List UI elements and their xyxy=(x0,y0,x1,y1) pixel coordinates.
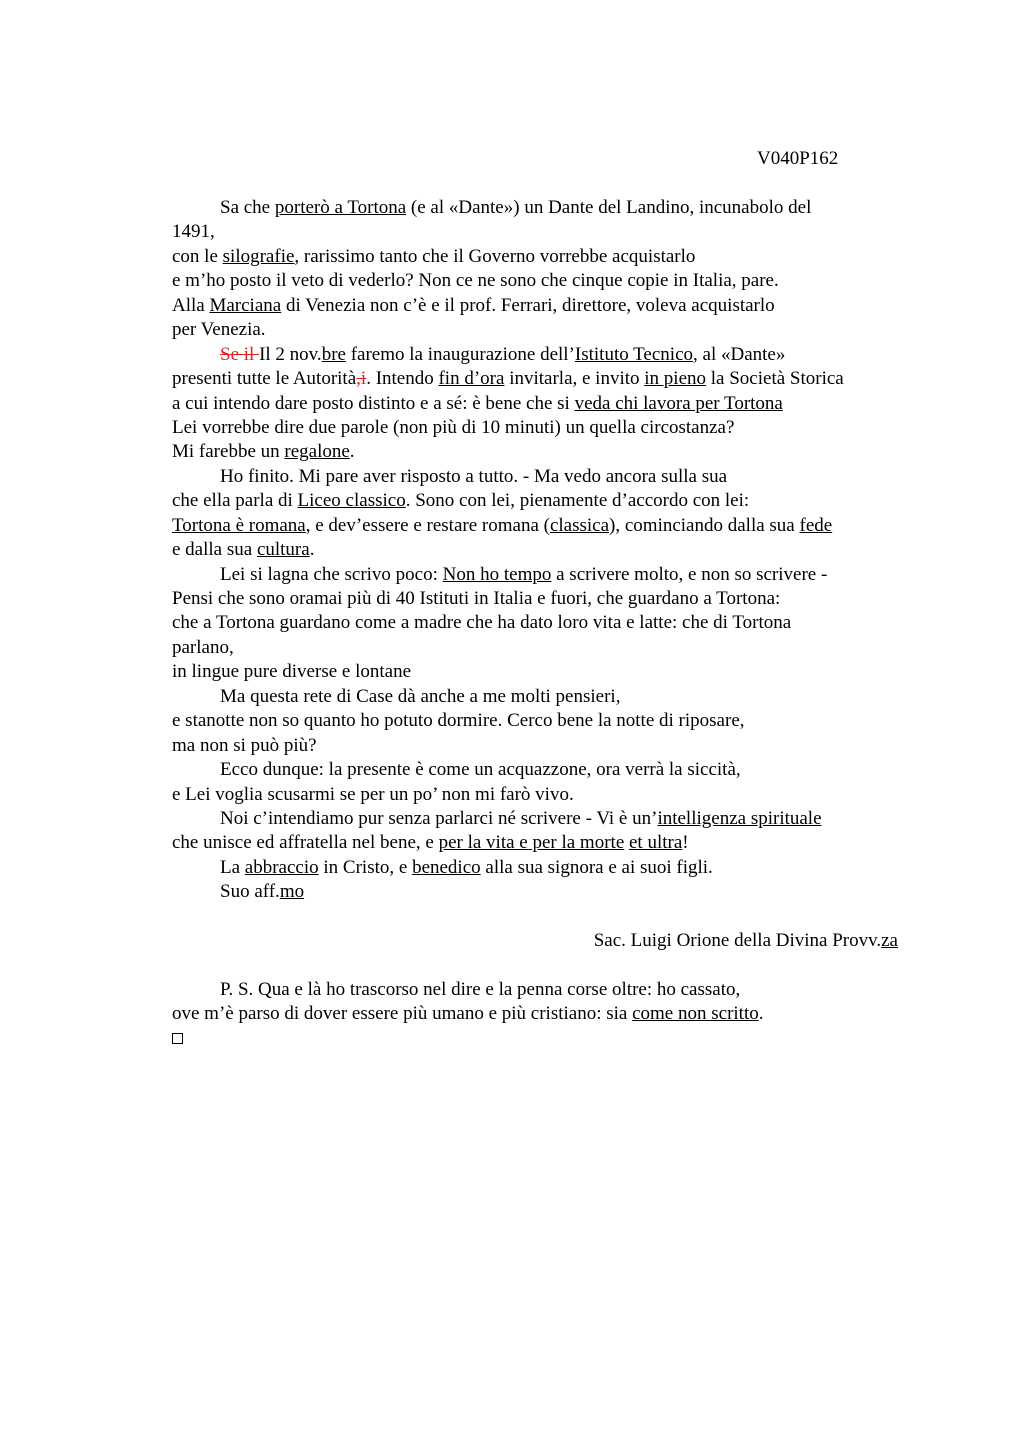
text-line xyxy=(172,636,912,660)
text-segment: (e al «Dante») un Dante del Landino, incunabolo del xyxy=(406,197,812,218)
underlined-text: cultura xyxy=(256,539,310,561)
end-box-icon xyxy=(172,1033,183,1044)
text-line xyxy=(172,196,912,220)
text-segment: Sa che xyxy=(220,197,275,218)
text-segment: Ecco dunque: la presente è come un acquazzone, ora verrà la siccità, xyxy=(220,759,741,781)
underlined-text: Tortona è romana xyxy=(172,514,306,536)
struck-text: ,i xyxy=(356,368,367,390)
text-line xyxy=(172,978,912,1002)
text-segment: Lei vorrebbe dire due parole (non più di 10 minuti) un quella circostanza? xyxy=(172,416,735,438)
text-segment: ove m’è parso di dover essere più umano e più cristiano: sia xyxy=(172,1003,633,1025)
text-line xyxy=(172,465,912,489)
text-segment: . xyxy=(758,1003,764,1025)
underlined-text: za xyxy=(881,930,898,952)
underlined-text: porterò a Tortona xyxy=(274,197,407,218)
text-segment: in lingue pure diverse e lontane xyxy=(172,661,412,683)
text-line xyxy=(172,269,912,293)
text-line xyxy=(172,831,912,855)
text-line xyxy=(172,611,912,635)
text-segment: per Venezia. xyxy=(172,319,266,341)
text-segment: . xyxy=(349,441,355,463)
text-segment: P. S. Qua e là ho trascorso nel dire e la penna corse oltre: ho cassato, xyxy=(220,979,741,1000)
underlined-text: Liceo classico xyxy=(297,490,406,512)
blank-line xyxy=(172,905,912,929)
text-segment: . xyxy=(309,539,315,561)
text-line xyxy=(172,709,912,733)
text-line xyxy=(172,318,912,342)
text-line xyxy=(172,294,912,318)
text-segment: 1491, xyxy=(172,221,215,243)
text-segment: Lei si lagna che scrivo poco: xyxy=(220,563,443,585)
text-segment: che ella parla di xyxy=(172,490,298,512)
text-segment: Il 2 nov. xyxy=(259,343,322,365)
underlined-text: regalone xyxy=(284,441,350,463)
underlined-text: fede xyxy=(799,514,833,536)
text-line xyxy=(172,220,912,244)
text-segment: e m’ho posto il veto di vederlo? Non ce ne sono che cinque copie in Italia, pare. xyxy=(172,270,779,292)
text-line xyxy=(172,734,912,758)
underlined-text: Marciana xyxy=(209,294,282,316)
text-segment: presenti tutte le Autorità xyxy=(172,368,357,390)
text-segment: la Società Storica xyxy=(706,368,844,390)
underlined-text: abbraccio xyxy=(244,856,319,878)
text-line xyxy=(172,514,912,538)
text-segment: , al «Dante» xyxy=(693,343,786,365)
underlined-text: silografie xyxy=(222,245,295,267)
text-segment: Noi c’intendiamo pur senza parlarci né scrivere - Vi è un’ xyxy=(220,807,658,829)
text-segment: ! xyxy=(682,832,689,854)
text-segment: che a Tortona guardano come a madre che ha dato loro vita e latte: che di Tortona xyxy=(172,612,792,634)
underlined-text: intelligenza spirituale xyxy=(657,807,822,829)
underlined-text: veda chi lavora per Tortona xyxy=(574,392,783,414)
text-line xyxy=(172,416,912,440)
text-segment: Ma questa rete di Case dà anche a me molti pensieri, xyxy=(220,685,621,707)
text-line xyxy=(172,343,912,367)
text-segment: faremo la inaugurazione dell’ xyxy=(345,343,575,365)
text-line xyxy=(172,685,912,709)
text-segment: . Intendo xyxy=(366,368,439,390)
signature-line xyxy=(172,929,912,953)
underlined-text: benedico xyxy=(412,856,481,878)
text-line xyxy=(172,807,912,831)
text-line xyxy=(172,489,912,513)
text-segment: Mi farebbe un xyxy=(172,441,285,463)
text-segment: Pensi che sono oramai più di 40 Istituti in Italia e fuori, che guardano a Tortona: xyxy=(172,588,781,609)
text-segment: ma non si può più? xyxy=(172,734,317,756)
text-segment: ), cominciando dalla sua xyxy=(609,514,800,536)
text-line xyxy=(172,563,912,587)
text-segment: Alla xyxy=(172,294,210,316)
text-segment: e stanotte non so quanto ho potuto dormire. Cerco bene la notte di riposare, xyxy=(172,710,745,732)
underlined-text: per la vita e per la morte xyxy=(438,832,625,854)
text-segment: , e dev’essere e restare romana ( xyxy=(305,514,550,536)
underlined-text: classica xyxy=(549,514,610,536)
text-segment: . Sono con lei, pienamente d’accordo con lei: xyxy=(405,490,750,512)
text-line xyxy=(172,1002,912,1026)
text-line xyxy=(172,880,912,904)
text-segment: con le xyxy=(172,245,223,267)
text-segment: che unisce ed affratella nel bene, e xyxy=(172,832,439,854)
underlined-text: et ultra xyxy=(629,832,683,854)
text-segment: a cui intendo dare posto distinto e a sé: è bene che si xyxy=(172,392,575,414)
text-segment: invitarla, e invito xyxy=(504,368,645,390)
text-segment: a scrivere molto, e non so scrivere - xyxy=(551,563,828,585)
text-segment: Ho finito. Mi pare aver risposto a tutto. - Ma vedo ancora sulla sua xyxy=(220,465,728,487)
text-segment: e Lei voglia scusarmi se per un po’ non mi farò vivo. xyxy=(172,783,574,805)
page-id: V040P162 xyxy=(757,148,839,169)
underlined-text: mo xyxy=(279,881,305,903)
text-segment: parlano, xyxy=(172,636,234,658)
text-line xyxy=(172,392,912,416)
underlined-text: Non ho tempo xyxy=(442,563,552,585)
text-line xyxy=(172,587,912,611)
underlined-text: fin d’ora xyxy=(438,368,505,390)
letter-body xyxy=(172,196,912,1051)
text-segment: e dalla sua xyxy=(172,539,257,561)
underlined-text: come non scritto xyxy=(632,1003,759,1025)
text-line xyxy=(172,245,912,269)
text-segment: alla sua signora e ai suoi figli. xyxy=(480,856,713,878)
end-marker-line xyxy=(172,1027,912,1051)
text-segment: La xyxy=(220,856,245,878)
text-line xyxy=(172,440,912,464)
underlined-text: bre xyxy=(321,343,346,365)
text-line xyxy=(172,660,912,684)
underlined-text: Istituto Tecnico xyxy=(574,343,694,365)
text-segment: , rarissimo tanto che il Governo vorrebbe acquistarlo xyxy=(294,245,696,267)
text-line xyxy=(172,758,912,782)
text-segment: Suo aff. xyxy=(220,881,280,903)
text-line xyxy=(172,538,912,562)
text-segment: in Cristo, e xyxy=(318,856,413,878)
text-line xyxy=(172,783,912,807)
underlined-text: in pieno xyxy=(644,368,707,390)
text-line xyxy=(172,367,912,391)
text-segment: di Venezia non c’è e il prof. Ferrari, direttore, voleva acquistarlo xyxy=(281,294,775,316)
struck-text: Se il xyxy=(220,343,260,365)
text-line xyxy=(172,856,912,880)
blank-line xyxy=(172,954,912,978)
text-segment: Sac. Luigi Orione della Divina Provv. xyxy=(593,930,882,952)
